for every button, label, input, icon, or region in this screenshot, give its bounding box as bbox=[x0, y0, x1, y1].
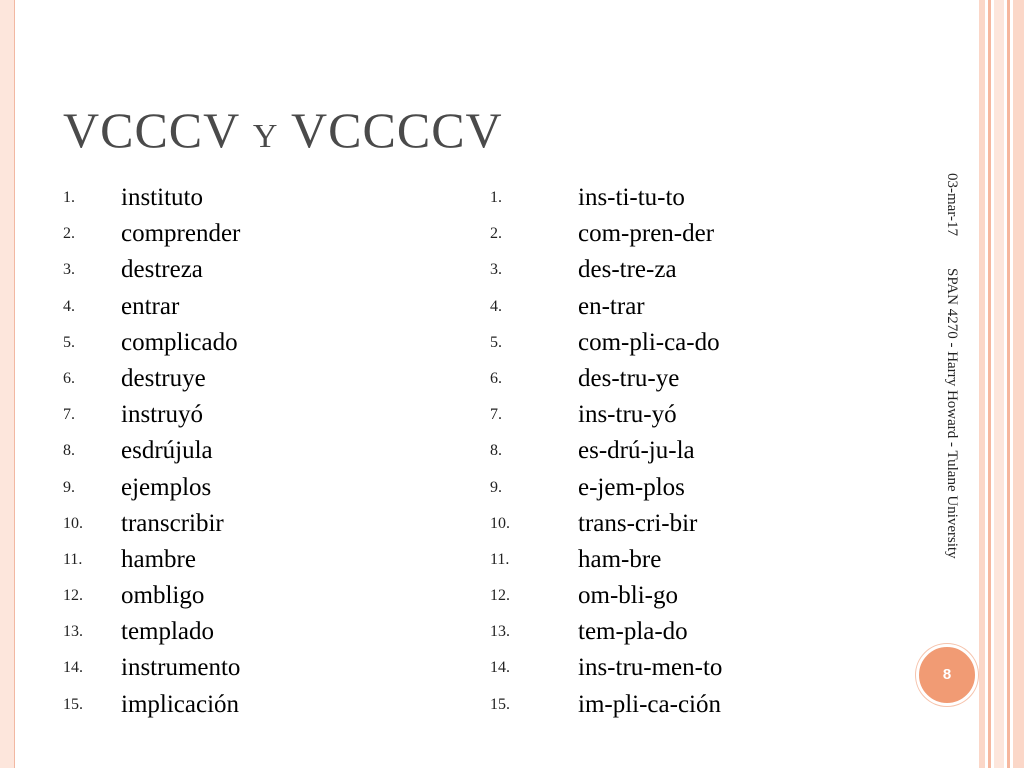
list-item bbox=[63, 578, 443, 614]
slide-date: 03-mar-17 bbox=[944, 173, 960, 237]
list-item-syllabified: ins-ti-tu-to bbox=[578, 184, 685, 211]
list-item-number: 11. bbox=[63, 550, 83, 568]
list-item bbox=[490, 397, 890, 433]
list-item-number: 2. bbox=[63, 225, 75, 243]
list-item-number: 6. bbox=[490, 369, 502, 387]
list-item bbox=[490, 361, 890, 397]
list-item bbox=[63, 506, 443, 542]
list-item-word: destreza bbox=[121, 256, 203, 284]
list-item-number: 12. bbox=[63, 587, 83, 605]
word-list bbox=[63, 180, 443, 723]
list-item bbox=[63, 614, 443, 650]
list-item-number: 14. bbox=[490, 659, 510, 677]
list-item-syllabified: des-tru-ye bbox=[578, 364, 680, 392]
list-item-word: destruye bbox=[121, 364, 206, 392]
list-item-word: entrar bbox=[121, 292, 180, 320]
list-item-number: 8. bbox=[63, 442, 75, 460]
list-item-number: 14. bbox=[63, 659, 83, 677]
list-item-number: 10. bbox=[490, 514, 510, 532]
list-item bbox=[490, 216, 890, 252]
list-item bbox=[490, 687, 890, 723]
syllabified-list bbox=[490, 180, 890, 723]
list-item-number: 4. bbox=[490, 297, 502, 315]
list-item-syllabified: ham-bre bbox=[578, 545, 662, 573]
list-item-syllabified: ins-tru-yó bbox=[578, 401, 677, 429]
list-item-word: comprender bbox=[121, 220, 241, 248]
list-item-word: complicado bbox=[121, 328, 238, 356]
title-connector: Y bbox=[252, 118, 279, 155]
list-item-word: instrumento bbox=[121, 654, 241, 682]
list-item bbox=[490, 433, 890, 469]
page-number-badge bbox=[916, 644, 978, 706]
list-item-number: 13. bbox=[490, 623, 510, 641]
list-item-number: 5. bbox=[63, 333, 75, 351]
list-item-number: 4. bbox=[63, 297, 75, 315]
list-item-number: 10. bbox=[63, 514, 83, 532]
list-item bbox=[63, 216, 443, 252]
list-item bbox=[63, 542, 443, 578]
list-item-syllabified: im-pli-ca-ción bbox=[578, 690, 721, 718]
list-item-number: 9. bbox=[63, 478, 75, 496]
list-item-number: 11. bbox=[490, 550, 510, 568]
list-item bbox=[63, 397, 443, 433]
list-item bbox=[490, 289, 890, 325]
title-part-1: VCCCV bbox=[63, 102, 240, 158]
page-title bbox=[63, 101, 503, 159]
list-item bbox=[63, 650, 443, 686]
list-item-word: ejemplos bbox=[121, 473, 212, 501]
list-item-number: 1. bbox=[63, 189, 75, 206]
page-number: 8 bbox=[942, 666, 952, 683]
list-item-number: 5. bbox=[490, 333, 502, 351]
list-item-number: 2. bbox=[490, 225, 502, 243]
list-item bbox=[490, 614, 890, 650]
list-item bbox=[63, 433, 443, 469]
list-item-syllabified: ins-tru-men-to bbox=[578, 654, 723, 682]
list-item bbox=[490, 578, 890, 614]
list-item-number: 13. bbox=[63, 623, 83, 641]
list-item-word: implicación bbox=[121, 690, 240, 718]
list-item bbox=[490, 325, 890, 361]
list-item-syllabified: des-tre-za bbox=[578, 256, 677, 284]
list-item bbox=[63, 180, 443, 216]
right-decorative-stripes bbox=[979, 0, 1024, 768]
list-item-syllabified: es-drú-ju-la bbox=[578, 437, 695, 465]
list-item bbox=[63, 361, 443, 397]
list-item bbox=[63, 687, 443, 723]
list-item bbox=[63, 325, 443, 361]
list-item bbox=[490, 252, 890, 288]
list-item-number: 3. bbox=[490, 261, 502, 279]
list-item-word: esdrújula bbox=[121, 437, 213, 465]
list-item-number: 15. bbox=[490, 695, 510, 713]
list-item bbox=[490, 542, 890, 578]
list-item-number: 7. bbox=[490, 406, 502, 424]
list-item-syllabified: com-pli-ca-do bbox=[578, 328, 720, 356]
list-item-syllabified: e-jem-plos bbox=[578, 473, 685, 501]
list-item-number: 12. bbox=[490, 587, 510, 605]
list-item-number: 7. bbox=[63, 406, 75, 424]
list-item bbox=[63, 470, 443, 506]
list-item-number: 9. bbox=[490, 478, 502, 496]
list-item bbox=[63, 289, 443, 325]
list-item-number: 1. bbox=[490, 189, 502, 206]
list-item-syllabified: tem-pla-do bbox=[578, 618, 688, 646]
list-item-number: 15. bbox=[63, 695, 83, 713]
slide-footer: SPAN 4270 - Harry Howard - Tulane University bbox=[944, 268, 960, 559]
list-item-word: instruyó bbox=[121, 401, 203, 429]
list-item bbox=[63, 252, 443, 288]
list-item-word: transcribir bbox=[121, 509, 224, 537]
list-item-number: 3. bbox=[63, 261, 75, 279]
list-item bbox=[490, 180, 890, 216]
list-item-number: 8. bbox=[490, 442, 502, 460]
list-item-word: hambre bbox=[121, 545, 196, 573]
list-item-syllabified: en-trar bbox=[578, 292, 645, 320]
list-item bbox=[490, 506, 890, 542]
list-item-word: templado bbox=[121, 618, 215, 646]
list-item bbox=[490, 470, 890, 506]
list-item-syllabified: om-bli-go bbox=[578, 582, 678, 610]
list-item-syllabified: trans-cri-bir bbox=[578, 509, 698, 537]
list-item-word: instituto bbox=[121, 184, 203, 211]
left-decorative-border bbox=[0, 0, 15, 768]
list-item-number: 6. bbox=[63, 369, 75, 387]
list-item-syllabified: com-pren-der bbox=[578, 220, 715, 248]
list-item-word: ombligo bbox=[121, 582, 205, 610]
list-item bbox=[490, 650, 890, 686]
title-part-2: VCCCCV bbox=[291, 102, 503, 158]
